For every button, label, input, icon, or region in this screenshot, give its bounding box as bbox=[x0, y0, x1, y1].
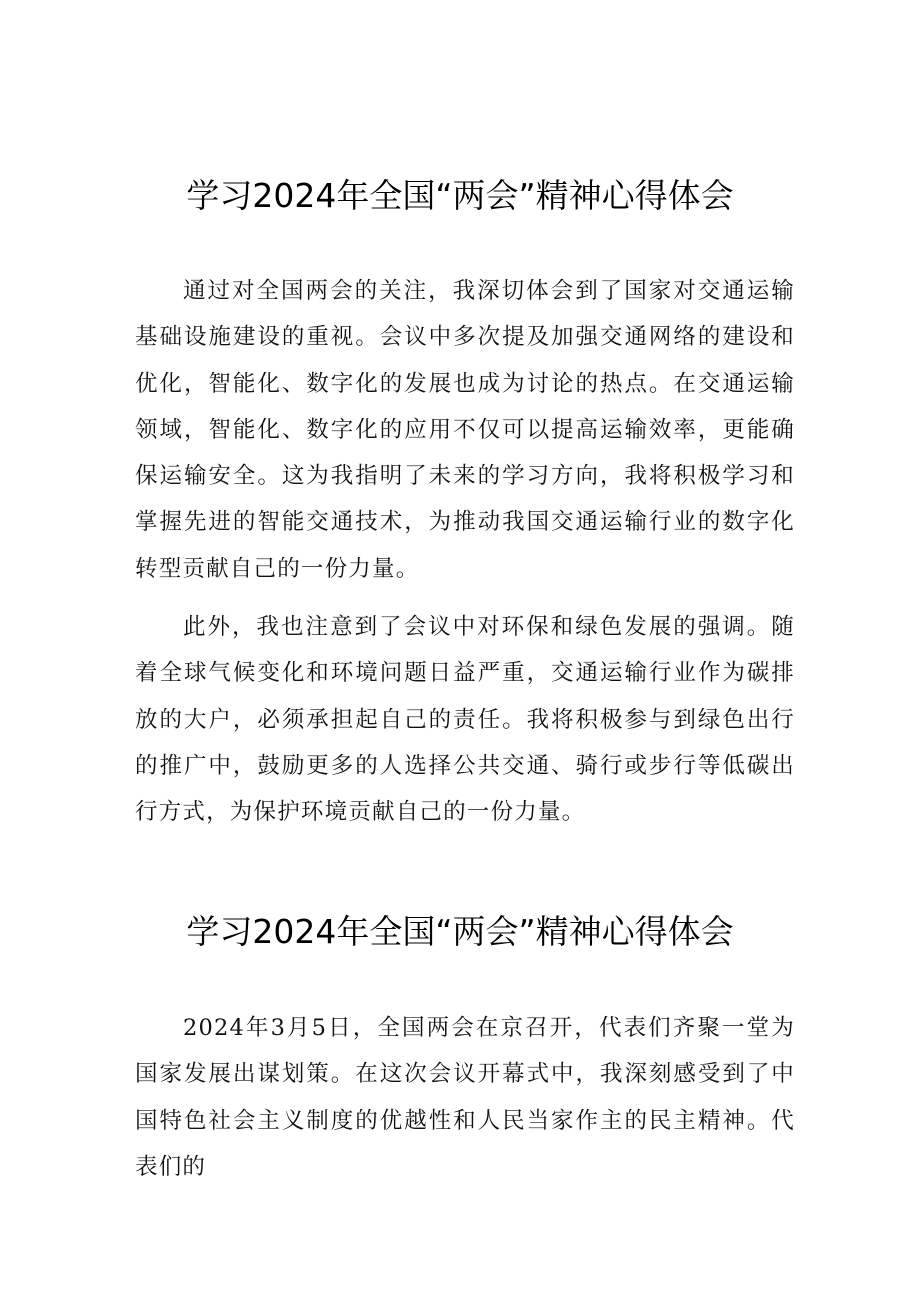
section-1-paragraph-2: 此外，我也注意到了会议中对环保和绿色发展的强调。随着全球气候变化和环境问题日益严重，交通运输行业作为碳排放的大户，必须承担起自己的责任。我将积极参与到绿色出行的推广中，鼓励更多的人选择公共交通、骑行或步行等低碳出行方式，为保护环境贡献自己的一份力量。 bbox=[135, 614, 795, 826]
section-1-paragraph-1: 通过对全国两会的关注，我深切体会到了国家对交通运输基础设施建设的重视。会议中多次提及加强交通网络的建设和优化，智能化、数字化的发展也成为讨论的热点。在交通运输领域，智能化、数字化的应用不仅可以提高运输效率，更能确保运输安全。这为我指明了未来的学习方向，我将积极学习和掌握先进的智能交通技术，为推动我国交通运输行业的数字化转型贡献自己的一份力量。 bbox=[135, 278, 795, 582]
section-2-title: 学习2024年全国“两会”精神心得体会 bbox=[186, 912, 734, 951]
section-2-paragraph-1: 2024年3月5日，全国两会在京召开，代表们齐聚一堂为国家发展出谋划策。在这次会议开幕式中，我深刻感受到了中国特色社会主义制度的优越性和人民当家作主的民主精神。代表们的 bbox=[135, 1015, 795, 1180]
section-1-title: 学习2024年全国“两会”精神心得体会 bbox=[186, 176, 734, 215]
